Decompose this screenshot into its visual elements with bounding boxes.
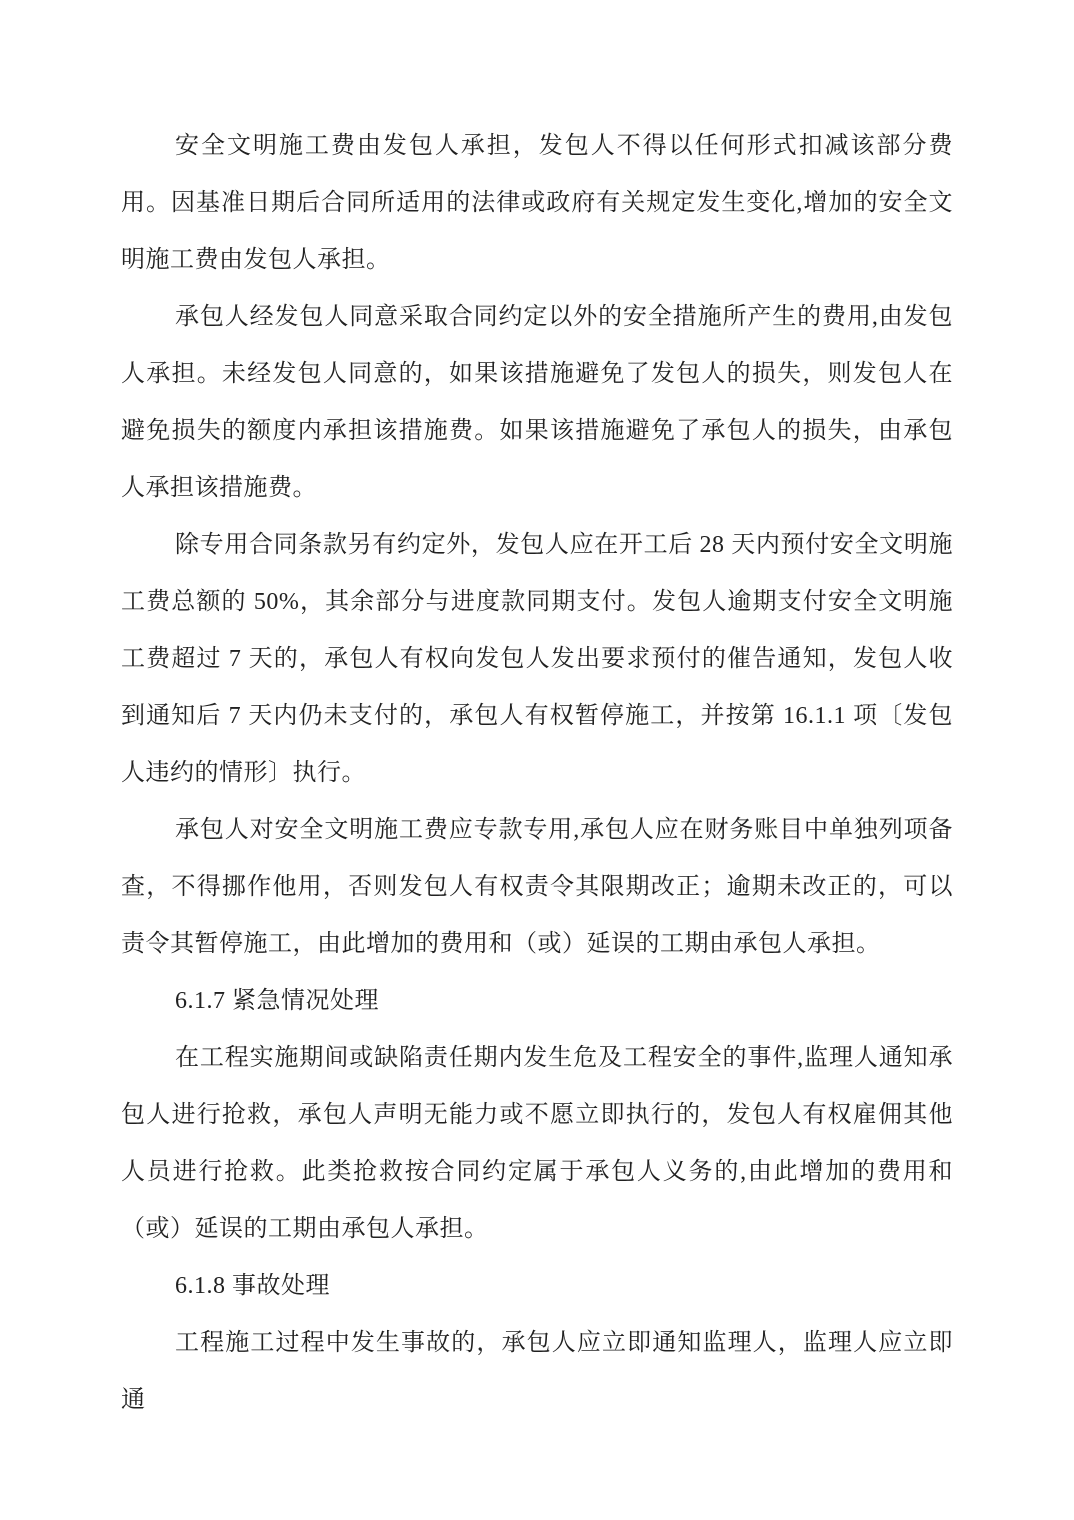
paragraph-safety-fee-allocation: 安全文明施工费由发包人承担，发包人不得以任何形式扣减该部分费用。因基准日期后合同所适用的法律或政府有关规定发生变化,增加的安全文明施工费由发包人承担。	[121, 133, 953, 273]
heading-6-1-8-accident-handling: 6.1.8 事故处理	[175, 1273, 330, 1299]
paragraph-accident-handling: 工程施工过程中发生事故的，承包人应立即通知监理人，监理人应立即通	[121, 1330, 953, 1413]
paragraph-extra-safety-measures-cost: 承包人经发包人同意采取合同约定以外的安全措施所产生的费用,由发包人承担。未经发包人同意的，如果该措施避免了发包人的损失，则发包人在避免损失的额度内承担该措施费。如果该措施避免了承包人的损失，由承包人承担该措施费。	[121, 304, 953, 501]
heading-6-1-7-emergency-handling: 6.1.7 紧急情况处理	[175, 988, 379, 1014]
paragraph-earmarked-funds: 承包人对安全文明施工费应专款专用,承包人应在财务账目中单独列项备查，不得挪作他用，否则发包人有权责令其限期改正；逾期未改正的，可以责令其暂停施工，由此增加的费用和（或）延误的工期由承包人承担。	[121, 817, 953, 957]
paragraph-emergency-handling: 在工程实施期间或缺陷责任期内发生危及工程安全的事件,监理人通知承包人进行抢救，承包人声明无能力或不愿立即执行的，发包人有权雇佣其他人员进行抢救。此类抢救按合同约定属于承包人义务的,由此增加的费用和（或）延误的工期由承包人承担。	[121, 1045, 953, 1242]
paragraph-prepayment-terms: 除专用合同条款另有约定外，发包人应在开工后 28 天内预付安全文明施工费总额的 50%，其余部分与进度款同期支付。发包人逾期支付安全文明施工费超过 7 天的，承包人有权向发包人发出要求预付的催告通知，发包人收到通知后 7 天内仍未支付的，承包人有权暂停施工，并按第 16.1.1 项〔发包人违约的情形〕执行。	[121, 532, 953, 786]
